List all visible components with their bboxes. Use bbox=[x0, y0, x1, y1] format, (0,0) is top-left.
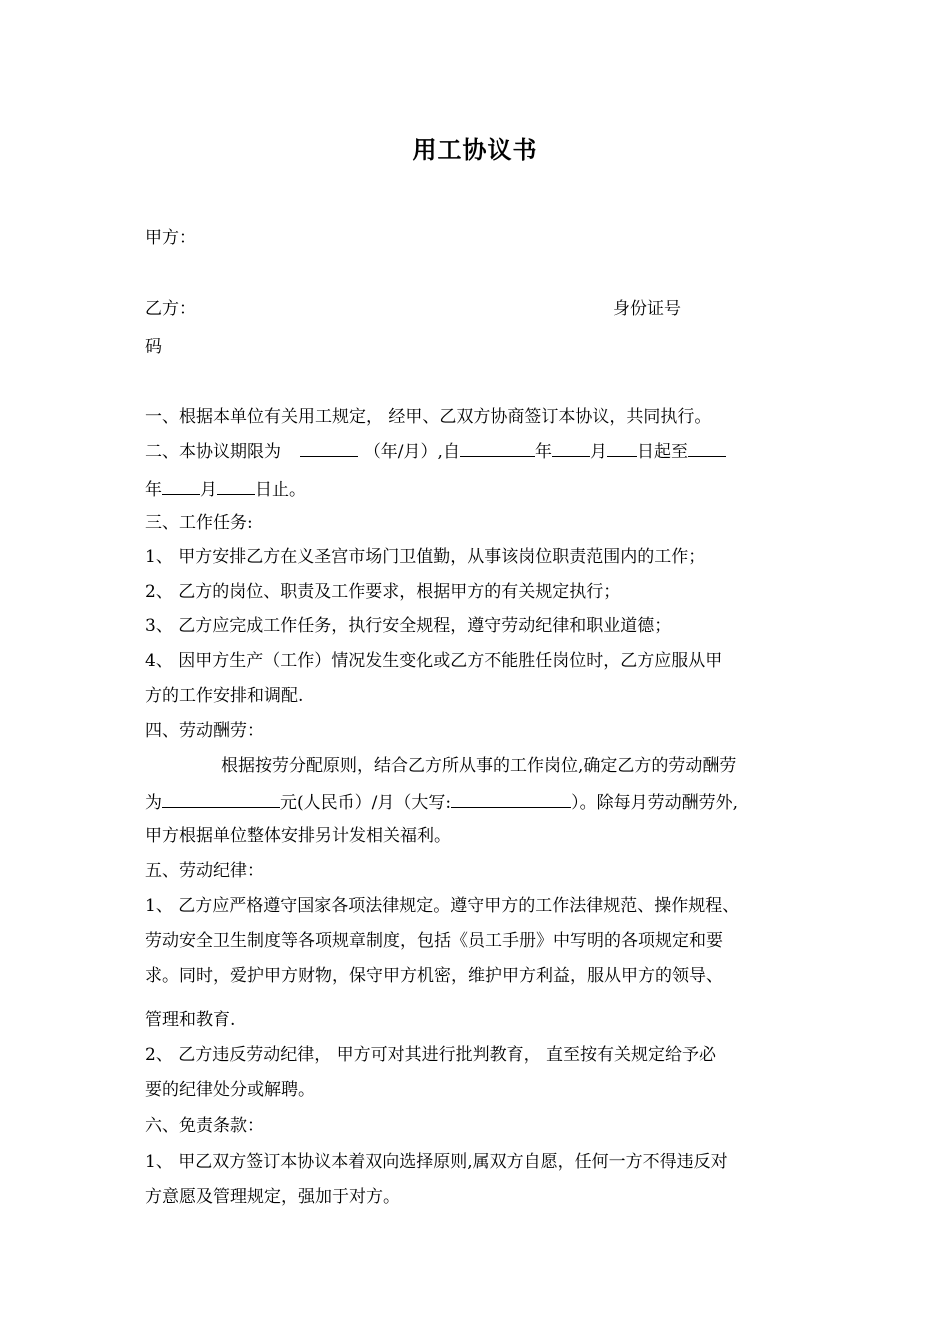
clause-6-item-1-line-2: 方意愿及管理规定，强加于对方。 bbox=[145, 1187, 400, 1207]
clause-2-line-2 bbox=[145, 476, 306, 502]
clause-2-text-a: 二、本协议期限为 bbox=[145, 442, 281, 462]
clause-2-text-f: 年 bbox=[145, 480, 162, 500]
clause-5-title: 五、劳动纪律： bbox=[145, 861, 264, 881]
clause-5-item-1-line-2: 劳动安全卫生制度等各项规章制度，包括《员工手册》中写明的各项规定和要 bbox=[145, 931, 723, 951]
clause-4-line-3: 甲方根据单位整体安排另计发相关福利。 bbox=[145, 826, 451, 846]
clause-2-text-c: 年 bbox=[534, 442, 552, 462]
clause-4-text-b1: 为 bbox=[145, 793, 162, 813]
end-month-blank bbox=[162, 476, 200, 495]
id-number-label-cont: 码 bbox=[145, 337, 162, 357]
clause-4-line-2 bbox=[145, 789, 738, 815]
clause-5-item-2-line-2: 要的纪律处分或解聘。 bbox=[145, 1080, 315, 1100]
start-year-blank bbox=[460, 438, 535, 457]
clause-3-item-2: 2、 乙方的岗位、职责及工作要求，根据甲方的有关规定执行； bbox=[145, 582, 621, 602]
clause-2-text-h: 日止。 bbox=[255, 480, 306, 500]
clause-5-item-1-line-4: 管理和教育. bbox=[145, 1010, 236, 1030]
page-title: 用工协议书 bbox=[412, 136, 538, 164]
salary-amount-blank bbox=[162, 789, 280, 808]
clause-5-item-1-line-3: 求。同时，爱护甲方财物，保守甲方机密，维护甲方利益，服从甲方的领导、 bbox=[145, 966, 723, 986]
clause-2-text-e: 日起至 bbox=[636, 442, 688, 462]
clause-3-title: 三、工作任务: bbox=[145, 513, 253, 533]
clause-5-item-2-line-1: 2、 乙方违反劳动纪律， 甲方可对其进行批判教育， 直至按有关规定给予必 bbox=[145, 1045, 717, 1065]
start-month-blank bbox=[552, 438, 590, 457]
clause-4-text-b3: ）。除每月劳动酬劳外, bbox=[571, 793, 738, 813]
clause-2-text-g: 月 bbox=[200, 480, 217, 500]
clause-3-item-4-line-1: 4、 因甲方生产（工作）情况发生变化或乙方不能胜任岗位时，乙方应服从甲 bbox=[145, 651, 723, 671]
end-day-blank bbox=[217, 476, 255, 495]
id-number-label: 身份证号 bbox=[613, 299, 681, 319]
clause-3-item-1: 1、 甲方安排乙方在义圣宫市场门卫值勤，从事该岗位职责范围内的工作； bbox=[145, 547, 706, 567]
clause-6-item-1-line-1: 1、 甲乙双方签订本协议本着双向选择原则,属双方自愿，任何一方不得违反对 bbox=[145, 1152, 728, 1172]
clause-1: 一、根据本单位有关用工规定， 经甲、乙双方协商签订本协议，共同执行。 bbox=[145, 407, 712, 427]
clause-4-line-1: 根据按劳分配原则，结合乙方所从事的工作岗位,确定乙方的劳动酬劳 bbox=[221, 756, 737, 776]
clause-2-text-d: 月 bbox=[589, 442, 607, 462]
end-year-blank-a bbox=[688, 438, 726, 457]
salary-uppercase-blank bbox=[451, 789, 571, 808]
party-b-label: 乙方： bbox=[145, 299, 196, 319]
clause-6-title: 六、免责条款： bbox=[145, 1116, 264, 1136]
clause-3-item-4-line-2: 方的工作安排和调配. bbox=[145, 686, 304, 706]
clause-4-title: 四、劳动酬劳： bbox=[145, 721, 264, 741]
clause-2-line-1 bbox=[145, 438, 726, 464]
term-length-blank bbox=[300, 438, 358, 457]
clause-4-text-b2: 元(人民币）/月（大写: bbox=[280, 793, 452, 813]
clause-2-text-b: （年/月）,自 bbox=[363, 442, 460, 462]
party-a-label: 甲方： bbox=[145, 228, 196, 248]
start-day-blank bbox=[607, 438, 637, 457]
clause-3-item-3: 3、 乙方应完成工作任务，执行安全规程，遵守劳动纪律和职业道德； bbox=[145, 616, 672, 636]
clause-5-item-1-line-1: 1、 乙方应严格遵守国家各项法律规定。遵守甲方的工作法律规范、操作规程、 bbox=[145, 896, 740, 916]
